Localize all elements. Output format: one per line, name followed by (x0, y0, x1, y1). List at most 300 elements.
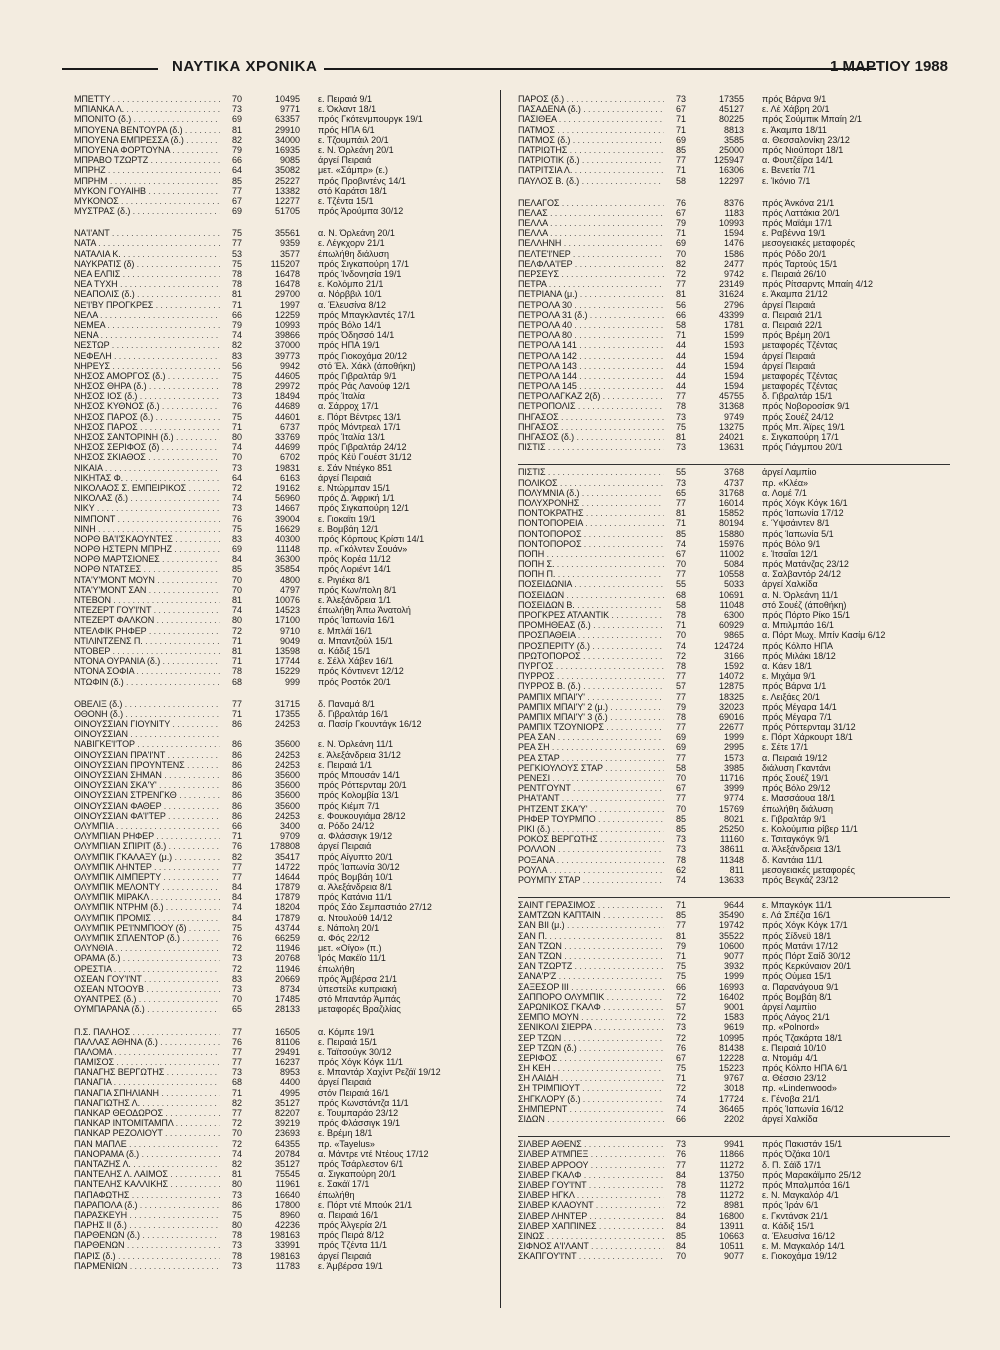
ship-row (518, 391, 950, 401)
issue-date: 1 ΜΑΡΤΙΟΥ 1988 (830, 58, 948, 75)
ship-row (74, 585, 506, 595)
ship-position: α. Φλάσσιγκ 19/12 (318, 831, 393, 842)
build-year: 71 (675, 330, 686, 341)
ship-name: ΠΕΤΡΟΛΑ 80 . . . (518, 330, 664, 340)
ship-name: ΣΑΝ ΤΖΩΝ . . . (518, 951, 664, 961)
tonnage: 9359 (279, 238, 300, 249)
ship-name: ΟΛΥΜΠΙΚ ΛΙΜΠΕΡΤΥ . . . (74, 872, 220, 882)
tonnage: 9749 (723, 411, 744, 422)
build-year: 73 (231, 1189, 242, 1200)
ship-position: ε. Μ. Μαγκαλόρ 14/1 (762, 1241, 845, 1252)
ship-position: ε. Μπαντάρ Χαχίντ Ρεζάϊ 19/12 (318, 1067, 441, 1078)
ship-name: ΠΙΣΤΙΣ . . . (518, 467, 664, 477)
build-year: 70 (675, 1251, 686, 1262)
ship-row (518, 865, 950, 875)
tonnage: 9709 (279, 831, 300, 842)
ship-name: ΝΗΣΟΣ ΣΑΝΤΟΡΙΝΗ (δ.) . . . (74, 432, 220, 442)
ship-position: πρός Βρέμη 20/1 (762, 330, 831, 341)
ship-name: ΣΙΛΒΕΡ ΗΓΚΛ . . . (518, 1190, 664, 1200)
ship-name: ΠΡΟΜΗΘΕΑΣ (δ.) . . . (518, 620, 664, 630)
build-year: 73 (675, 477, 686, 488)
ship-row (74, 340, 506, 350)
ship-name: ΠΟΠΗ Σ. . . . (518, 559, 664, 569)
tonnage: 39219 (274, 1118, 300, 1129)
build-year: 86 (231, 800, 242, 811)
build-year: 71 (675, 165, 686, 176)
ship-name: ΣΙΛΒΕΡ ΛΗΝΤΕΡ . . . (518, 1211, 664, 1221)
tonnage: 1592 (723, 660, 744, 671)
ship-row (74, 483, 506, 493)
ship-name: ΡΟΛΛΟΝ . . . (518, 844, 664, 854)
ship-row (518, 104, 950, 114)
build-year: 58 (675, 762, 686, 773)
tonnage: 10558 (718, 569, 744, 580)
ship-position: ε. Βενετία 7/1 (762, 165, 816, 176)
ship-position: πρός Γκότενμπουργκ 19/1 (318, 114, 423, 125)
ship-position: πρός Σίδνεϋ 18/1 (762, 930, 832, 941)
ship-row (518, 432, 950, 442)
ship-row (74, 811, 506, 821)
ship-position: πρός Βάρνα 9/1 (762, 94, 827, 104)
ship-row (518, 508, 950, 518)
tonnage: 115207 (270, 258, 300, 269)
ship-name: ΠΕΛΑΣ . . . (518, 208, 664, 218)
ship-row (74, 503, 506, 513)
ship-position: πρός Ίαπωνία 30/12 (318, 861, 400, 872)
ship-position: άργεί Λαμπίιο (762, 467, 817, 478)
build-year: 81 (231, 645, 242, 656)
ship-position: ε. Σάν Ντιέγκο 851 (318, 462, 393, 473)
ship-row (518, 155, 950, 165)
tonnage (242, 729, 312, 739)
ship-name: ΝΕΑΠΟΛΙΣ (δ.) . . . (74, 289, 220, 299)
ship-position: πρ. «Γκόλντεν Σουάν» (318, 544, 408, 555)
ship-row (518, 1104, 950, 1114)
build-year: 76 (231, 841, 242, 852)
ship-row (518, 238, 950, 248)
ship-row (518, 351, 950, 361)
ship-row (74, 401, 506, 411)
ship-row (74, 615, 506, 625)
ship-position: έπωλήθη (318, 1189, 355, 1200)
ship-row (518, 971, 950, 981)
ship-name: ΟΛΥΜΠΙΚ ΡΕ'Ι'ΝΜΠΟΟΥ (δ) . . . (74, 923, 220, 933)
ship-row (518, 114, 950, 124)
ship-position: πρός Κέϋ Γουέστ 31/12 (318, 452, 412, 463)
ship-group (518, 464, 950, 885)
ship-row (518, 1200, 950, 1210)
build-year: 85 (675, 910, 686, 921)
tonnage: 17879 (274, 882, 300, 893)
tonnage: 11866 (719, 1149, 744, 1160)
ship-row (518, 920, 950, 930)
ship-name: ΜΠΟΥΕΝΑ ΦΟΡΤΟΥΝΑ . . . (74, 145, 220, 155)
build-year: 70 (675, 559, 686, 570)
ship-position: ε. Λέ Χάβρη 20/1 (762, 104, 830, 115)
build-year: 73 (231, 462, 242, 473)
tonnage: 16478 (274, 279, 300, 290)
ship-name: ΠΑΣΙΘΕΑ . . . (518, 114, 664, 124)
ship-row (518, 145, 950, 155)
ship-name: ΝΤΑ'Υ'ΜΟΝΤ ΣΑΝ . . . (74, 585, 220, 595)
ship-name: ΠΥΡΓΟΣ . . . (518, 661, 664, 671)
tonnage: 11272 (719, 1190, 744, 1201)
ship-name: ΜΠΕΤΤΥ . . . (74, 94, 220, 104)
ship-position: άργεί Πειραιά (762, 360, 816, 371)
ship-row (74, 1210, 506, 1220)
tonnage: 33769 (274, 432, 300, 442)
ship-name: ΟΙΝΟΥΣΣΙΑΝ ΦΑΘΕΡ . . . (74, 801, 220, 811)
ship-position: πρ. «Tayelus» (318, 1138, 375, 1149)
ship-position: ε. Ν. Όρλεάνη 11/1 (318, 739, 394, 750)
tonnage: 1599 (723, 330, 744, 341)
ship-name: ΜΥΚΟΝΟΣ . . . (74, 196, 220, 206)
ship-position: πρός Γιβραλτάρ 9/1 (318, 370, 397, 381)
build-year: 85 (675, 813, 686, 824)
ship-row (518, 518, 950, 528)
ship-position: πρός Λάγος 21/1 (762, 1012, 830, 1023)
tonnage: 14072 (718, 671, 744, 682)
ship-position: α. Νόρββιλ 10/1 (318, 289, 382, 300)
ship-name: ΡΟΥΛΑ . . . (518, 865, 664, 875)
ship-position: άργεί Πειραιά (318, 472, 372, 483)
ship-position: πρός Κιέμπ 7/1 (318, 800, 380, 811)
ship-row (74, 984, 506, 994)
ship-name: ΝΗΣΟΣ ΣΚΙΑΘΟΣ . . . (74, 452, 220, 462)
ship-position: ε. Πόρτ Χάρκουρτ 18/1 (762, 732, 853, 743)
ship-row (518, 773, 950, 783)
build-year: 71 (675, 620, 686, 631)
ship-name: ΝΤΕΖΕΡΤ ΓΟΥ'Ι'ΝΤ . . . (74, 605, 220, 615)
ship-name: ΟΙΝΟΥΣΣΙΑΝ ΠΡΑ'Ι'ΝΤ . . . (74, 750, 220, 760)
ship-name: ΜΠΡΗΖ . . . (74, 165, 220, 175)
ship-name: ΟΛΥΜΠΙΚ ΣΠΛΕΝΤΟΡ (δ.) . . . (74, 933, 220, 943)
tonnage: 13911 (719, 1220, 744, 1231)
tonnage: 9710 (279, 625, 300, 636)
build-year: 86 (231, 770, 242, 780)
ship-name: ΟΙΝΟΥΣΣΙΑΝ ΣΗΜΑΝ . . . (74, 770, 220, 780)
tonnage: 15229 (274, 666, 300, 677)
tonnage: 13631 (718, 442, 744, 453)
ship-row (74, 1240, 506, 1250)
ship-row (74, 974, 506, 984)
tonnage: 80225 (718, 114, 744, 125)
build-year: 80 (231, 1179, 242, 1190)
ship-row (74, 432, 506, 442)
ship-name: ΝΙΚΟΛΑΣ (δ.) . . . (74, 493, 220, 503)
ship-name: ΜΥΚΟΝ ΓΟΥΑΙΗΒ . . . (74, 186, 220, 196)
ship-position: μετ. «Σάμπρ» (ε.) (318, 165, 389, 176)
ship-row (518, 1114, 950, 1124)
ship-name: ΣΑΝ Π. . . . (518, 931, 664, 941)
ship-position: πρός Τσάρλεστον 6/1 (318, 1158, 404, 1169)
ship-row (74, 1149, 506, 1159)
ship-row (518, 630, 950, 640)
tonnage: 10995 (718, 1032, 744, 1043)
build-year: 57 (675, 1001, 686, 1012)
ship-position: πρός Μπ. Άϊρες 19/1 (762, 421, 845, 432)
ship-row (518, 1231, 950, 1241)
ship-name: ΝΙΚΑΙΑ . . . (74, 463, 220, 473)
ship-name: ΠΟΛΥΜΝΙΑ (δ.) . . . (518, 488, 664, 498)
ship-row (74, 493, 506, 503)
tonnage: 5084 (723, 559, 744, 570)
ship-row (518, 1160, 950, 1170)
tonnage: 43399 (718, 309, 744, 320)
build-year: 44 (675, 381, 686, 392)
ship-row (74, 913, 506, 923)
build-year: 72 (675, 1032, 686, 1043)
tonnage: 5033 (723, 579, 744, 590)
ship-name: ΝΟΡΘ ΝΤΑΤΣΕΣ . . . (74, 564, 220, 574)
build-year: 69 (231, 114, 242, 125)
tonnage: 9644 (723, 900, 744, 911)
tonnage: 3400 (279, 820, 300, 831)
ship-row (74, 1037, 506, 1047)
build-year: 84 (675, 1220, 686, 1231)
build-year: 80 (231, 1220, 242, 1231)
ship-position: α. Μπαντζούλ 15/1 (318, 635, 393, 646)
ship-position: πρός Μιλάκι 18/12 (762, 650, 836, 661)
tonnage: 198163 (269, 1230, 300, 1241)
ship-row (518, 1033, 950, 1043)
build-year: 77 (675, 920, 686, 931)
ship-position: διάλυση Γκαντάνι (762, 762, 831, 773)
build-year: 86 (231, 810, 242, 821)
ship-row (74, 249, 506, 259)
ship-row (74, 320, 506, 330)
tonnage: 8376 (723, 197, 744, 208)
ship-position: μεταφορές Τζέντας (762, 381, 838, 392)
ship-name: ΠΥΡΡΟΣ Β. (δ.) . . . (518, 681, 664, 691)
ship-name: ΠΡΟΓΚΡΕΣ ΑΤΛΑΝΤΙΚ . . . (518, 610, 664, 620)
ship-row (74, 636, 506, 646)
ship-name: ΣΙΝΩΣ . . . (518, 1231, 664, 1241)
ship-name: ΠΑΥΛΟΣ Β. (δ.) . . . (518, 176, 664, 186)
build-year: 71 (231, 1087, 242, 1098)
ship-position: πρός Όζάκα 10/1 (762, 1149, 831, 1160)
ship-position: πρός Άμβέρσα 21/1 (318, 973, 397, 984)
ship-position: πρός Νοβοροσίσκ 9/1 (762, 401, 850, 412)
ship-row (518, 442, 950, 452)
ship-name: ΠΗΓΑΣΟΣ . . . (518, 422, 664, 432)
ship-position: ε. Ίκόνιο 7/1 (762, 175, 811, 186)
ship-position: ε. Άκαμπα 18/11 (762, 124, 827, 135)
ship-position: άργεί Λαμπίιο (762, 1001, 817, 1012)
ship-row (74, 330, 506, 340)
tonnage: 16402 (718, 991, 744, 1002)
ship-row (74, 1118, 506, 1128)
build-year: 78 (675, 610, 686, 620)
build-year: 77 (231, 1057, 242, 1068)
ship-row (518, 269, 950, 279)
tonnage: 13275 (718, 421, 744, 432)
build-year: 58 (675, 599, 686, 610)
tonnage: 51705 (274, 206, 300, 217)
build-year: 71 (231, 656, 242, 667)
ship-row (74, 646, 506, 656)
build-year: 76 (675, 1149, 686, 1160)
build-year: 66 (675, 981, 686, 992)
build-year: 73 (675, 1139, 686, 1150)
ship-row (518, 300, 950, 310)
tonnage: 124724 (713, 640, 744, 651)
ship-position: α. Πειραιά 22/1 (762, 319, 823, 330)
build-year: 76 (675, 1042, 686, 1053)
build-year: 66 (675, 1114, 686, 1124)
build-year: 75 (231, 228, 242, 239)
ship-group (518, 94, 950, 186)
build-year: 73 (675, 844, 686, 855)
ship-name: ΝΑΤΑ . . . (74, 238, 220, 248)
ship-position: ε. Λειξάες 20/1 (762, 691, 820, 702)
ship-name: ΝΗΣΟΣ ΣΕΡΙΦΟΣ (δ) . . . (74, 442, 220, 452)
ship-name: ΝΕΝΑ . . . (74, 330, 220, 340)
tonnage: 24253 (274, 749, 300, 760)
build-year: 78 (231, 666, 242, 677)
ship-row (518, 549, 950, 559)
ship-row (74, 801, 506, 811)
ship-row (518, 1170, 950, 1180)
tonnage: 35600 (274, 780, 300, 791)
tonnage: 39773 (274, 350, 300, 361)
ship-position: ε. Πειραιά 15/1 (318, 1036, 378, 1047)
tonnage: 11946 (275, 963, 300, 974)
ship-name: ΠΕΤΡΙΑΝΑ (μ.) . . . (518, 289, 664, 299)
ship-name: ΜΠΡΗΜ . . . (74, 176, 220, 186)
ship-name: ΠΑΡΙΣ (δ.) . . . (74, 1251, 220, 1261)
ship-name: ΡΟΚΟΣ ΒΕΡΓΩΤΗΣ . . . (518, 834, 664, 844)
tonnage: 20768 (274, 953, 300, 964)
tonnage: 4400 (279, 1077, 300, 1088)
ship-row (518, 1012, 950, 1022)
tonnage: 11946 (275, 943, 300, 954)
ship-row (74, 666, 506, 676)
build-year: 66 (231, 309, 242, 320)
ship-row (518, 910, 950, 920)
build-year: 85 (675, 528, 686, 539)
ship-row (518, 855, 950, 865)
ship-position: πρ. «Κλέα» (762, 477, 809, 488)
ship-position: στό Καράτσι 18/1 (318, 185, 388, 196)
build-year: 82 (231, 134, 242, 145)
ship-name: ΠΟΣΕΙΔΩΝ Β. . . . (518, 600, 664, 610)
tonnage: 24253 (274, 719, 300, 730)
ship-name: ΠΑΝΑΓΙΑ . . . (74, 1077, 220, 1087)
build-year: 78 (675, 1179, 686, 1190)
ship-row (74, 381, 506, 391)
tonnage: 1999 (723, 971, 744, 982)
tonnage: 29910 (274, 124, 300, 135)
ship-position: πρός Ίαπωνία 16/1 (318, 615, 395, 626)
build-year: 86 (231, 749, 242, 760)
tonnage: 24253 (274, 810, 300, 821)
build-year: 71 (675, 228, 686, 239)
ship-position: α. Πειραιά 16/1 (318, 1209, 379, 1220)
ship-name: ΠΟΣΕΙΔΩΝ . . . (518, 590, 664, 600)
ship-row (74, 605, 506, 615)
ship-name: ΟΡΕΣΤΙΑ . . . (74, 964, 220, 974)
ship-row (518, 961, 950, 971)
ship-row (74, 872, 506, 882)
ship-position: ε. Γκντάνσκ 21/1 (762, 1210, 829, 1221)
ship-position: α. Έλευσίνα 8/12 (318, 299, 386, 310)
ship-position: πρός Μπαγκλαντές 17/1 (318, 309, 415, 320)
ship-position: πρός Αίγυπτο 20/1 (318, 851, 393, 862)
ship-position: α. Έλευσίνα 16/12 (762, 1230, 835, 1241)
build-year: 73 (675, 411, 686, 422)
tonnage: 13750 (718, 1169, 744, 1180)
ship-name: ΣΙΦΝΟΣ Α'Ι'ΛΑΝΤ . . . (518, 1241, 664, 1251)
ship-name: ΣΕΡΙΦΟΣ . . . (518, 1053, 664, 1063)
tonnage: 35600 (274, 770, 300, 780)
ship-row (74, 176, 506, 186)
tonnage: 2477 (723, 258, 744, 269)
ship-position: πρός Ίαπωνία 17/12 (762, 508, 844, 519)
ship-row (74, 709, 506, 719)
tonnage: 35522 (718, 930, 744, 941)
ship-name: ΟΛΥΜΠΙΑΝ ΣΠΙΡΙΤ (δ.) . . . (74, 841, 220, 851)
build-year: 76 (675, 197, 686, 208)
ship-position: πρ. «Lindenwood» (762, 1083, 837, 1094)
tonnage: 19742 (718, 920, 744, 931)
tonnage: 31768 (718, 487, 744, 498)
ship-position: πρός Πακιστάν 15/1 (762, 1139, 843, 1150)
build-year: 57 (675, 681, 686, 692)
ship-position: α. Κάδιξ 15/1 (318, 645, 371, 656)
ship-position: πρός Πειρά 8/12 (318, 1230, 385, 1241)
ship-row (518, 218, 950, 228)
ship-name: ΠΑΝΑΓΙΑ ΣΠΗΛΙΑΝΗ . . . (74, 1088, 220, 1098)
ship-position: ύπεστείλε κυπριακή (318, 983, 397, 994)
ship-row (518, 1053, 950, 1063)
ship-name: ΝΑΒΙΓΚΕ'Ι'ΤΟΡ . . . (74, 739, 220, 749)
ship-position: α. Άλεξάνδρεια 13/1 (762, 844, 842, 855)
build-year: 86 (231, 759, 242, 770)
ship-name: ΝΙΚΟΛΑΟΣ Σ. ΕΜΠΕΙΡΙΚΟΣ . . . (74, 483, 220, 493)
tonnage: 14644 (274, 871, 300, 882)
ship-position: ε. Ραβέννα 19/1 (762, 228, 826, 239)
build-year: 71 (675, 124, 686, 135)
ship-position: α. Μπιλμπάο 16/1 (762, 620, 834, 631)
ship-position: ε. Τζέντα 15/1 (318, 195, 374, 206)
build-year: 86 (231, 739, 242, 750)
ship-row (518, 320, 950, 330)
tonnage: 25000 (718, 144, 744, 155)
ship-position: πρός Τζακάρτα 18/1 (762, 1032, 843, 1043)
build-year: 84 (231, 892, 242, 903)
ship-position: πρός Δ. Άφρική 1/1 (318, 493, 395, 504)
tonnage: 3577 (279, 248, 300, 259)
ship-name: ΟΙΝΟΥΣΣΙΑΝ ΣΚΑ'Υ' . . . (74, 780, 220, 790)
ship-row (74, 473, 506, 483)
ship-row (518, 712, 950, 722)
tonnage: 6163 (279, 472, 300, 483)
ship-name: ΠΑΠΑΦΩΤΗΣ . . . (74, 1190, 220, 1200)
build-year: 72 (231, 482, 242, 493)
ship-position: α. Άλεξάνδρεια 8/1 (318, 882, 393, 893)
ship-row (518, 1083, 950, 1093)
ship-position: πρός Σιγκαπούρη 17/1 (318, 258, 409, 269)
build-year: 74 (675, 538, 686, 549)
ship-position: πρός Βομβάη 8/1 (762, 991, 832, 1002)
ship-row (74, 412, 506, 422)
ship-name: ΡΑΜΠΙΧ ΜΠΑΙ'Υ' . . . (518, 692, 664, 702)
build-year: 73 (231, 953, 242, 964)
ship-row (518, 941, 950, 951)
ship-row (518, 692, 950, 702)
ship-row (74, 155, 506, 165)
